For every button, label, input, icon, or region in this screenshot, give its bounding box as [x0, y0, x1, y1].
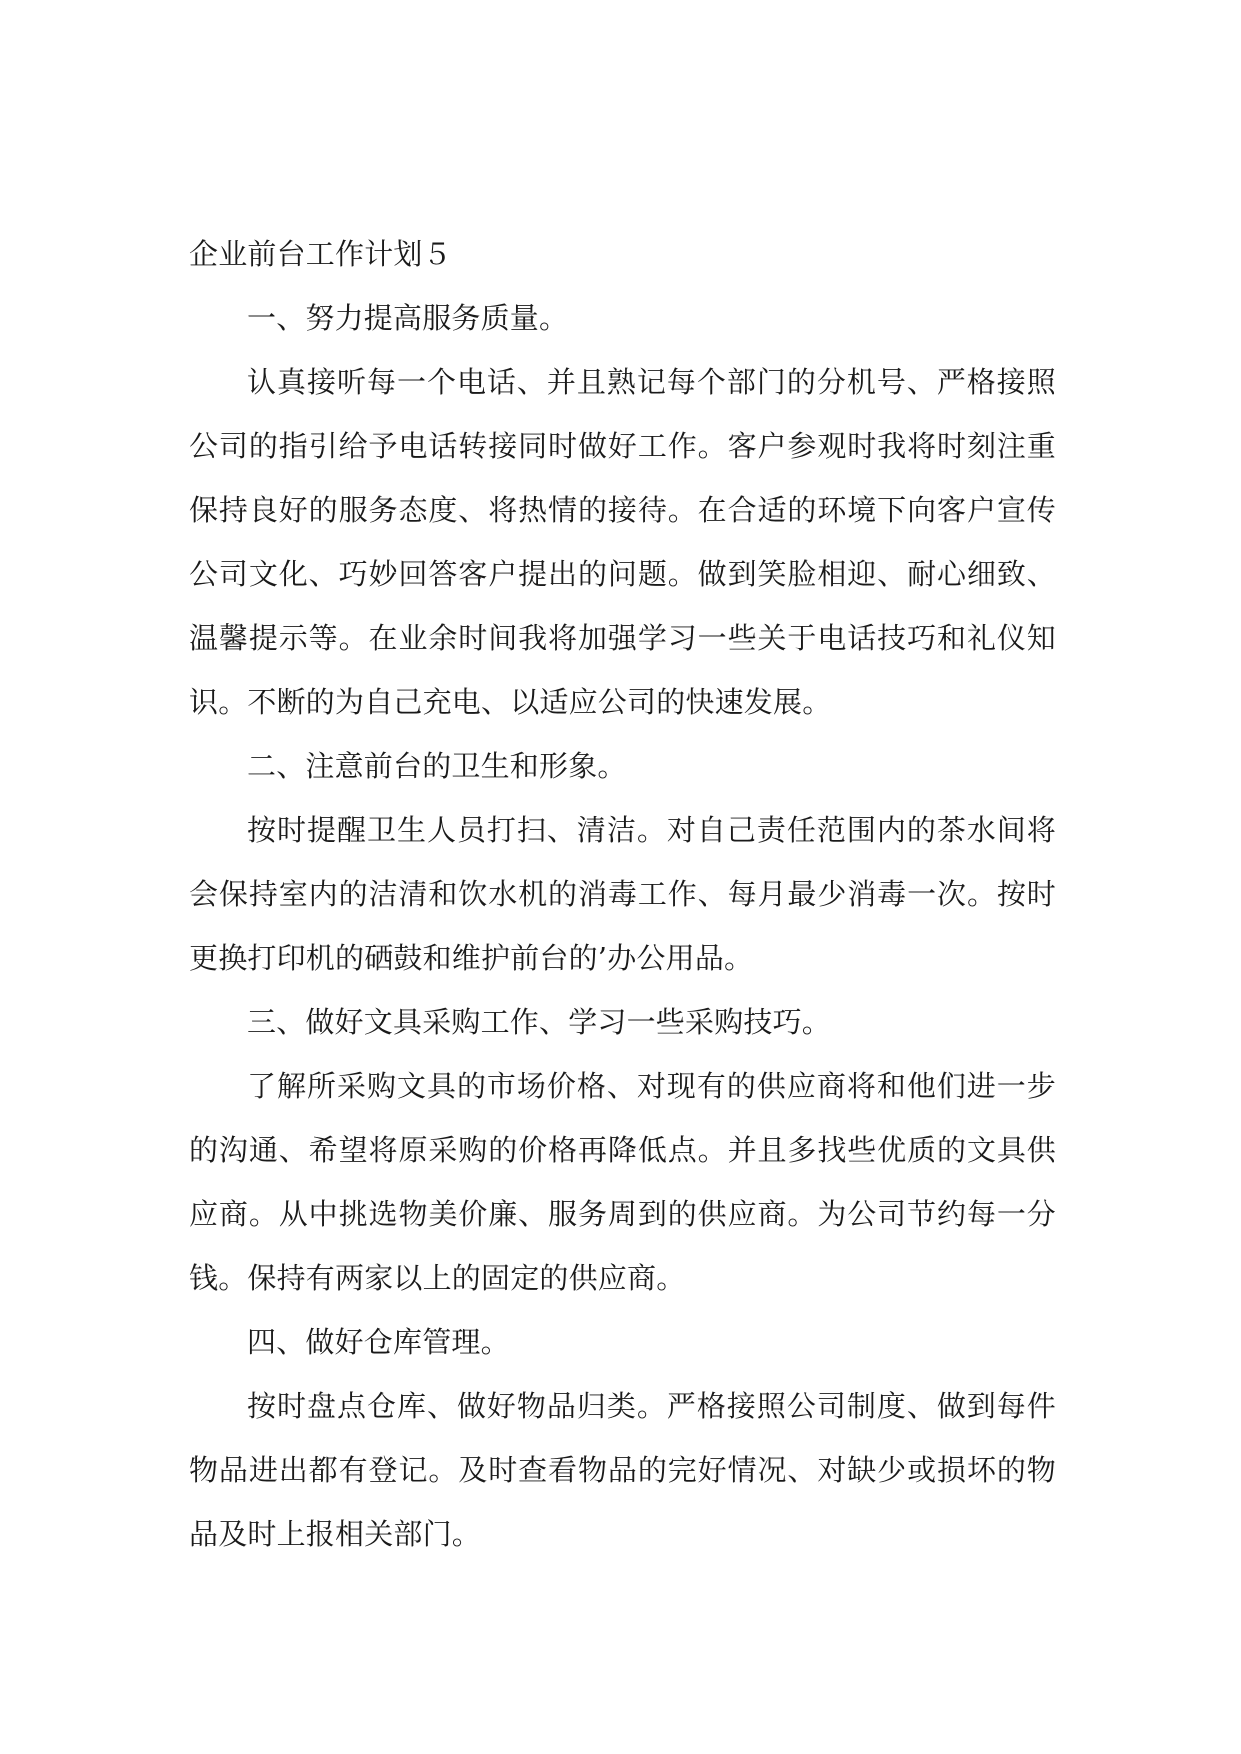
- section-body-4: 按时盘点仓库、做好物品归类。严格接照公司制度、做到每件物品进出都有登记。及时查看物品的完好情况、对缺少或损坏的物品及时上报相关部门。: [189, 1389, 1056, 1551]
- section-body-2: 按时提醒卫生人员打扫、清洁。对自己责任范围内的茶水间将会保持室内的洁清和饮水机的消毒工作、每月最少消毒一次。按时更换打印机的硒鼓和维护前台的’办公用品。: [189, 813, 1056, 975]
- section-body-1: 认真接听每一个电话、并且熟记每个部门的分机号、严格接照公司的指引给予电话转接同时做好工作。客户参观时我将时刻注重保持良好的服务态度、将热情的接待。在合适的环境下向客户宣传公司文化、巧妙回答客户提出的问题。做到笑脸相迎、耐心细致、温馨提示等。在业余时间我将加强学习一些关于电话技巧和礼仪知识。不断的为自己充电、以适应公司的快速发展。: [189, 365, 1056, 719]
- section-heading-3: 三、做好文具采购工作、学习一些采购技巧。: [247, 1005, 832, 1039]
- section-heading-1: 一、努力提高服务质量。: [247, 301, 569, 335]
- section-heading-4: 四、做好仓库管理。: [247, 1325, 510, 1359]
- document-content: [189, 222, 1056, 1566]
- document-title: 企业前台工作计划５: [189, 237, 452, 271]
- section-body-3: 了解所采购文具的市场价格、对现有的供应商将和他们进一步的沟通、希望将原采购的价格再降低点。并且多找些优质的文具供应商。从中挑选物美价廉、服务周到的供应商。为公司节约每一分钱。保持有两家以上的固定的供应商。: [189, 1069, 1056, 1295]
- section-heading-2: 二、注意前台的卫生和形象。: [247, 749, 627, 783]
